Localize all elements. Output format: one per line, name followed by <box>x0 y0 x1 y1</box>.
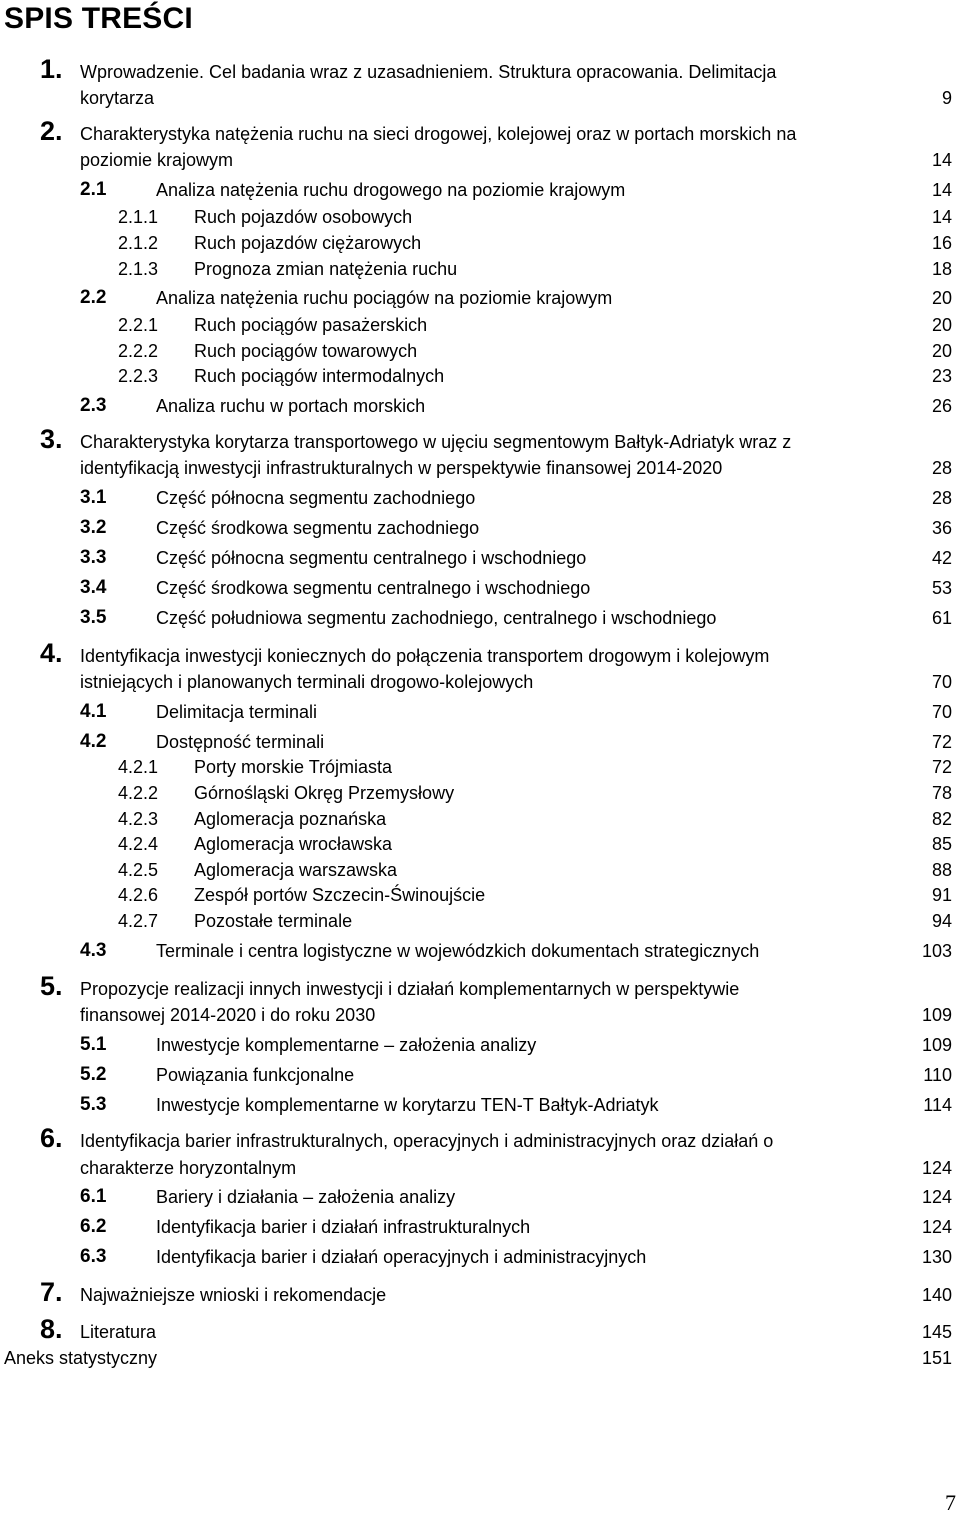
toc-entry-number: 2.2.3 <box>118 366 159 386</box>
toc-entry-title: Ruch pociągów pasażerskich <box>194 315 428 335</box>
toc-entry-number: 4. <box>40 638 63 668</box>
toc-entry-page: 70 <box>931 702 952 722</box>
toc-entry-page: 61 <box>931 608 952 628</box>
toc-entry-number: 3.2 <box>80 517 107 538</box>
toc-entry-title: Ruch pojazdów osobowych <box>194 207 413 227</box>
toc-entry-title: Ruch pociągów intermodalnych <box>194 366 445 386</box>
toc-entry-title: korytarza <box>80 88 155 108</box>
toc-entry-number: 2.2.1 <box>118 315 159 335</box>
toc-entry-page: 140 <box>921 1285 952 1305</box>
toc-entry-page: 16 <box>931 233 952 253</box>
toc-entry-page: 14 <box>931 150 952 170</box>
toc-entry-page: 94 <box>931 911 952 931</box>
toc-entry-number: 4.2.3 <box>118 809 159 829</box>
toc-entry-page: 36 <box>931 518 952 538</box>
toc-entry-page: 26 <box>931 396 952 416</box>
toc-entry-number: 6.1 <box>80 1186 107 1207</box>
toc-entry-number: 5.3 <box>80 1094 107 1115</box>
toc-entry-number: 4.1 <box>80 701 107 722</box>
toc-entry-number: 1. <box>40 54 63 84</box>
toc-entry-number: 5.1 <box>80 1034 107 1055</box>
toc-entry-title: Delimitacja terminali <box>156 702 318 722</box>
toc-entry-page: 28 <box>931 458 952 478</box>
toc-entry-page: 9 <box>941 88 952 108</box>
toc-entry-title: Dostępność terminali <box>156 732 325 752</box>
toc-entry-page: 28 <box>931 488 952 508</box>
toc-entry-number: 3. <box>40 424 63 454</box>
toc-entry-title: Ruch pojazdów ciężarowych <box>194 233 422 253</box>
toc-entry-title: Bariery i działania – założenia analizy <box>156 1187 456 1207</box>
toc-entry-number: 2.1.3 <box>118 259 159 279</box>
toc-entry-title: Najważniejsze wnioski i rekomendacje <box>80 1285 387 1305</box>
toc-entry-number: 5.2 <box>80 1064 107 1085</box>
toc-entry-title: Część środkowa segmentu zachodniego <box>156 518 480 538</box>
toc-entry-title: Analiza ruchu w portach morskich <box>156 396 426 416</box>
toc-entry-title: istniejących i planowanych terminali drogowo-kolejowych <box>80 672 534 692</box>
toc-entry-title: Inwestycje komplementarne – założenia analizy <box>156 1035 537 1055</box>
toc-entry-number: 4.2.5 <box>118 860 159 880</box>
toc-entry-page: 103 <box>921 941 952 961</box>
toc-entry-page: 85 <box>931 834 952 854</box>
toc-entry-number: 4.2.7 <box>118 911 159 931</box>
toc-entry-title: Pozostałe terminale <box>194 911 353 931</box>
toc-entry-title: Porty morskie Trójmiasta <box>194 757 393 777</box>
toc-entry-title: Prognoza zmian natężenia ruchu <box>194 259 458 279</box>
toc-entry-title: Analiza natężenia ruchu drogowego na poziomie krajowym <box>156 180 626 200</box>
toc-entry-title: Aglomeracja warszawska <box>194 860 398 880</box>
toc-entry-title: Wprowadzenie. Cel badania wraz z uzasadnieniem. Struktura opracowania. Delimitacja <box>80 62 777 82</box>
page-title: SPIS TREŚCI <box>4 2 193 35</box>
toc-entry-title: Ruch pociągów towarowych <box>194 341 418 361</box>
toc-entry-page: 14 <box>931 180 952 200</box>
toc-entry-title: Część północna segmentu centralnego i wschodniego <box>156 548 587 568</box>
toc-entry-title: Aglomeracja poznańska <box>194 809 387 829</box>
toc-entry-number: 6.2 <box>80 1216 107 1237</box>
toc-entry-title: Charakterystyka natężenia ruchu na sieci drogowej, kolejowej oraz w portach morskich na <box>80 124 797 144</box>
toc-entry-title: Aneks statystyczny <box>4 1348 158 1368</box>
toc-entry-page: 109 <box>921 1035 952 1055</box>
toc-entry-page: 114 <box>923 1095 952 1115</box>
toc-entry-number: 2.2 <box>80 287 107 308</box>
toc-entry-number: 2. <box>40 116 63 146</box>
toc-entry-page: 14 <box>931 207 952 227</box>
toc-entry-title: Powiązania funkcjonalne <box>156 1065 355 1085</box>
toc-entry-title: Propozycje realizacji innych inwestycji i działań komplementarnych w perspektywie <box>80 979 740 999</box>
toc-entry-title: poziomie krajowym <box>80 150 234 170</box>
toc-entry-title: Analiza natężenia ruchu pociągów na poziomie krajowym <box>156 288 613 308</box>
toc-entry-number: 8. <box>40 1314 63 1344</box>
toc-entry-page: 145 <box>921 1322 952 1342</box>
toc-entry-page: 72 <box>931 757 952 777</box>
toc-entry-number: 4.3 <box>80 940 107 961</box>
toc-entry-page: 18 <box>931 259 952 279</box>
toc-entry-page: 53 <box>931 578 952 598</box>
toc-entry-page: 124 <box>921 1158 952 1178</box>
toc-entry-number: 5. <box>40 971 63 1001</box>
toc-entry-title: Część północna segmentu zachodniego <box>156 488 476 508</box>
toc-entry-page: 124 <box>921 1187 952 1207</box>
toc-entry-number: 2.2.2 <box>118 341 159 361</box>
toc-entry-number: 3.1 <box>80 487 107 508</box>
toc-entry-title: Część południowa segmentu zachodniego, centralnego i wschodniego <box>156 608 717 628</box>
toc-entry-page: 78 <box>931 783 952 803</box>
toc-entry-title: Aglomeracja wrocławska <box>194 834 393 854</box>
toc-entry-number: 3.5 <box>80 607 107 628</box>
toc-entry-number: 4.2.6 <box>118 885 159 905</box>
toc-entry-page: 91 <box>931 885 952 905</box>
toc-entry-number: 6.3 <box>80 1246 107 1267</box>
toc-entry-number: 3.4 <box>80 577 107 598</box>
page-number: 7 <box>945 1490 956 1515</box>
toc-entry-page: 130 <box>921 1247 952 1267</box>
toc-entry-number: 2.1.2 <box>118 233 159 253</box>
toc-entry-number: 4.2.1 <box>118 757 159 777</box>
toc-entry-title: Część środkowa segmentu centralnego i wschodniego <box>156 578 591 598</box>
toc-entry-title: Identyfikacja barier i działań infrastrukturalnych <box>156 1217 531 1237</box>
toc-entry-title: Identyfikacja barier i działań operacyjnych i administracyjnych <box>156 1247 647 1267</box>
toc-entry-page: 82 <box>931 809 952 829</box>
toc-entry-number: 2.1.1 <box>118 207 159 227</box>
toc-entry-number: 6. <box>40 1123 63 1153</box>
toc-entry-page: 70 <box>931 672 952 692</box>
toc-entry-page: 151 <box>921 1348 952 1368</box>
toc-entry-page: 110 <box>923 1065 952 1085</box>
toc-entry-page: 124 <box>921 1217 952 1237</box>
toc-entry-number: 4.2.4 <box>118 834 159 854</box>
toc-entry-title: Zespół portów Szczecin-Świnoujście <box>194 885 486 905</box>
toc-entry-title: charakterze horyzontalnym <box>80 1158 297 1178</box>
toc-entry-title: Inwestycje komplementarne w korytarzu TEN-T Bałtyk-Adriatyk <box>156 1095 659 1115</box>
toc-entry-page: 20 <box>931 341 952 361</box>
toc-entry-title: finansowej 2014-2020 i do roku 2030 <box>80 1005 376 1025</box>
toc-entry-page: 42 <box>931 548 952 568</box>
toc-entry-number: 3.3 <box>80 547 107 568</box>
toc-entry-number: 4.2.2 <box>118 783 159 803</box>
toc-entry-page: 109 <box>921 1005 952 1025</box>
toc-entry-page: 20 <box>931 315 952 335</box>
toc-entry-page: 23 <box>931 366 952 386</box>
toc-entry-number: 2.3 <box>80 395 107 416</box>
toc-entry-title: Charakterystyka korytarza transportowego w ujęciu segmentowym Bałtyk-Adriatyk wraz z <box>80 432 792 452</box>
toc-entry-page: 72 <box>931 732 952 752</box>
toc-entry-number: 7. <box>40 1277 63 1307</box>
toc-entry-page: 20 <box>931 288 952 308</box>
toc-entry-title: Terminale i centra logistyczne w wojewódzkich dokumentach strategicznych <box>156 941 760 961</box>
toc-entry-number: 4.2 <box>80 731 107 752</box>
toc-entry-title: identyfikacją inwestycji infrastrukturalnych w perspektywie finansowej 2014-2020 <box>80 458 723 478</box>
toc-entry-title: Identyfikacja inwestycji koniecznych do połączenia transportem drogowym i kolejowym <box>80 646 770 666</box>
toc-entry-page: 88 <box>931 860 952 880</box>
toc-entry-title: Górnośląski Okręg Przemysłowy <box>194 783 455 803</box>
toc-entry-number: 2.1 <box>80 179 107 200</box>
toc-entry-title: Identyfikacja barier infrastrukturalnych, operacyjnych i administracyjnych oraz działań o <box>80 1131 774 1151</box>
toc-entry-title: Literatura <box>80 1322 157 1342</box>
